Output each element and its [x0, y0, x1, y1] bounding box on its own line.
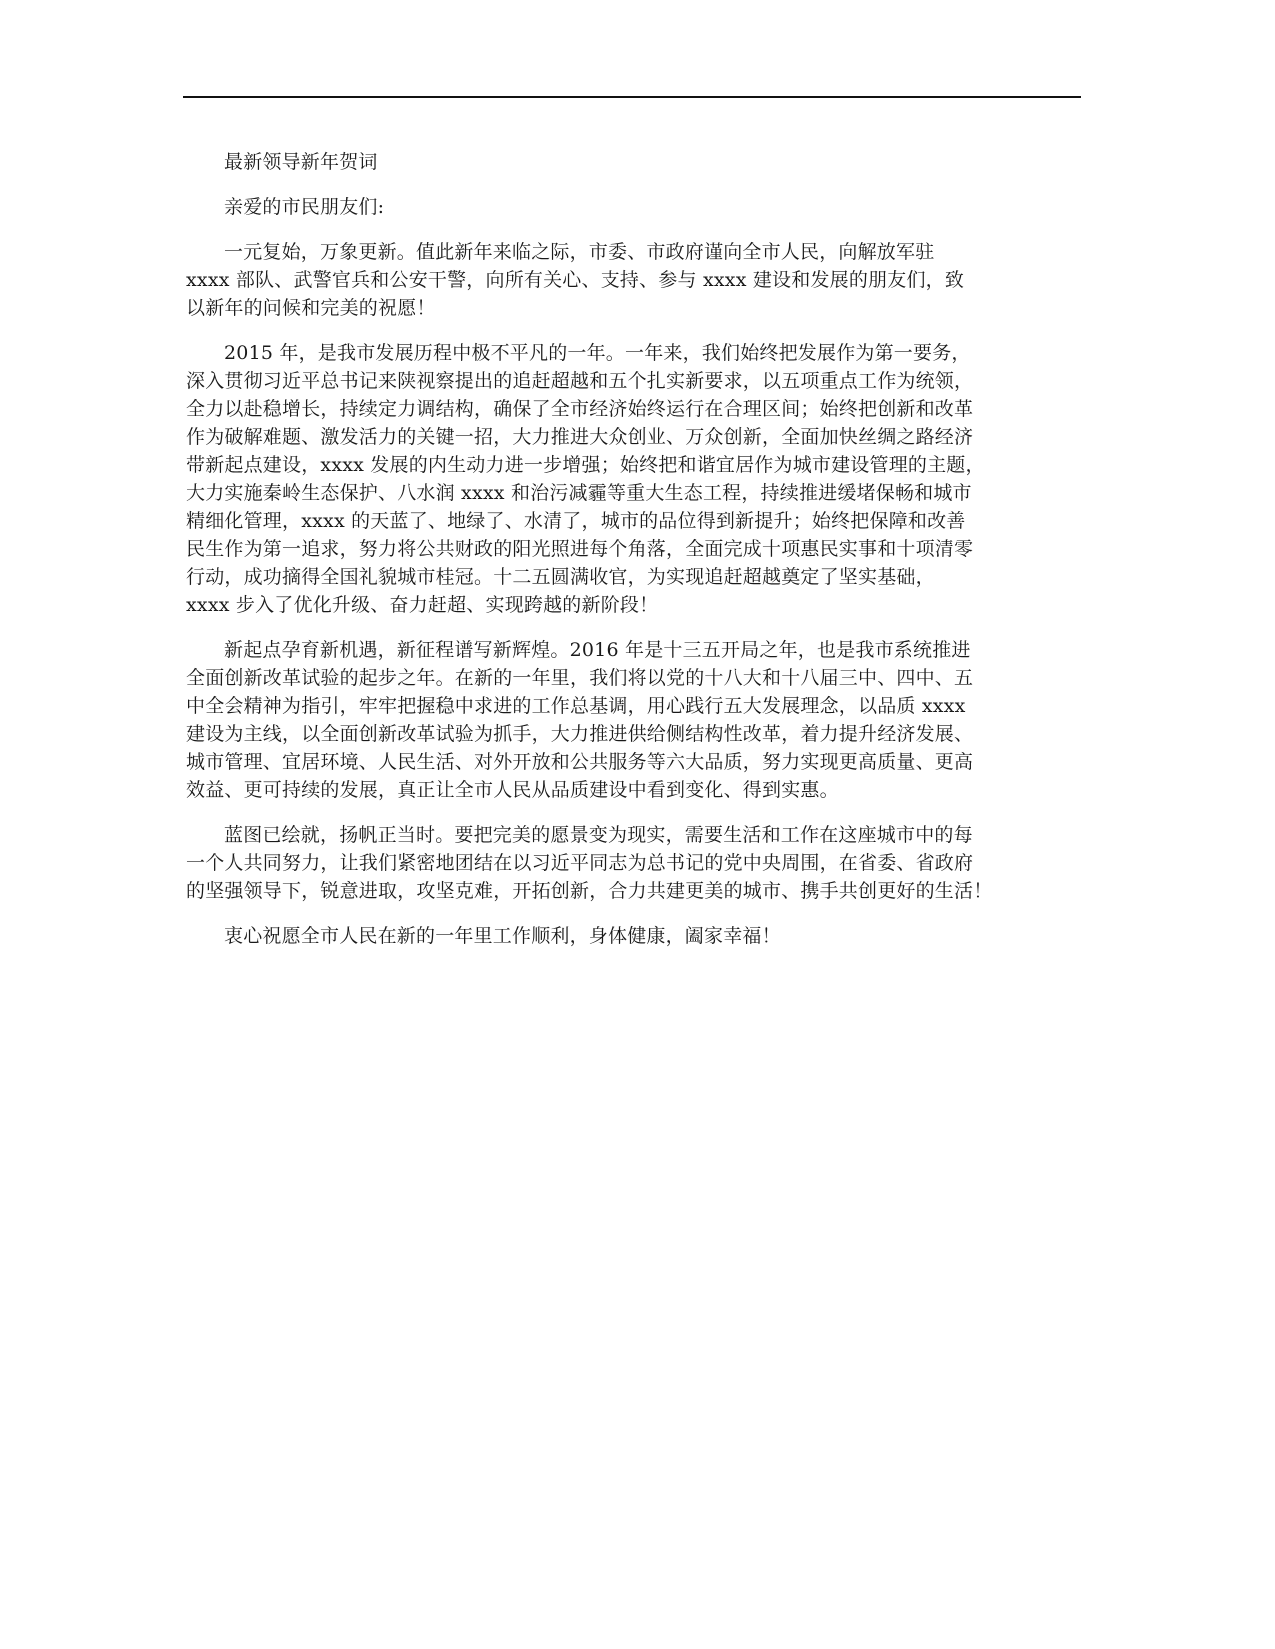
paragraph-line: 作为破解难题、激发活力的关键一招，大力推进大众创业、万众创新，全面加快丝绸之路经济 [186, 426, 974, 448]
paragraph-line: 新起点孕育新机遇，新征程谱写新辉煌。2016 年是十三五开局之年，也是我市系统推进 [224, 639, 971, 661]
paragraph-line: 城市管理、宜居环境、人民生活、对外开放和公共服务等六大品质，努力实现更高质量、更高 [186, 751, 974, 773]
paragraph-line: 大力实施秦岭生态保护、八水润 xxxx 和治污减霾等重大生态工程，持续推进缓堵保畅和城市 [186, 482, 972, 504]
paragraph-line: 衷心祝愿全市人民在新的一年里工作顺利，身体健康，阖家幸福！ [224, 925, 781, 947]
paragraph-line: 全面创新改革试验的起步之年。在新的一年里，我们将以党的十八大和十八届三中、四中、五 [186, 667, 974, 689]
paragraph-line: xxxx 部队、武警官兵和公安干警，向所有关心、支持、参与 xxxx 建设和发展的朋友们，致 [186, 269, 965, 291]
paragraph-4 [186, 821, 1096, 905]
paragraph-line: 深入贯彻习近平总书记来陕视察提出的追赶超越和五个扎实新要求，以五项重点工作为统领， [186, 370, 974, 392]
header-rule [183, 96, 1081, 98]
paragraph-2 [186, 339, 1096, 619]
paragraph-line: 行动，成功摘得全国礼貌城市桂冠。十二五圆满收官，为实现追赶超越奠定了坚实基础， [186, 566, 935, 588]
document-title: 最新领导新年贺词 [224, 151, 378, 173]
paragraph-line: 建设为主线，以全面创新改革试验为抓手，大力推进供给侧结构性改革，着力提升经济发展、 [186, 723, 974, 745]
paragraph-line: 精细化管理，xxxx 的天蓝了、地绿了、水清了，城市的品位得到新提升；始终把保障和改善 [186, 510, 966, 532]
paragraph-line: 蓝图已绘就，扬帆正当时。要把完美的愿景变为现实，需要生活和工作在这座城市中的每 [224, 824, 973, 846]
paragraph-line: 一元复始，万象更新。值此新年来临之际，市委、市政府谨向全市人民，向解放军驻 [224, 241, 935, 263]
document-body [186, 148, 1096, 967]
paragraph-line: 2015 年，是我市发展历程中极不平凡的一年。一年来，我们始终把发展作为第一要务， [224, 342, 971, 364]
paragraph-line: 一个人共同努力，让我们紧密地团结在以习近平同志为总书记的党中央周围，在省委、省政府 [186, 852, 974, 874]
paragraph-line: xxxx 步入了优化升级、奋力赶超、实现跨越的新阶段！ [186, 594, 659, 616]
paragraph-line: 的坚强领导下，锐意进取，攻坚克难，开拓创新，合力共建更美的城市、携手共创更好的生活！ [186, 880, 993, 902]
paragraph-line: 全力以赴稳增长，持续定力调结构，确保了全市经济始终运行在合理区间；始终把创新和改革 [186, 398, 974, 420]
paragraph-1 [186, 238, 1096, 322]
paragraph-line: 民生作为第一追求，努力将公共财政的阳光照进每个角落，全面完成十项惠民实事和十项清零 [186, 538, 974, 560]
paragraph-line: 带新起点建设，xxxx 发展的内生动力进一步增强；始终把和谐宜居作为城市建设管理的主题， [186, 454, 985, 476]
paragraph-line: 中全会精神为指引，牢牢把握稳中求进的工作总基调，用心践行五大发展理念，以品质 xxxx [186, 695, 966, 717]
paragraph-5 [186, 922, 1096, 950]
paragraph-line: 效益、更可持续的发展，真正让全市人民从品质建设中看到变化、得到实惠。 [186, 779, 839, 801]
paragraph-3 [186, 636, 1096, 804]
paragraph-line: 以新年的问候和完美的祝愿！ [186, 297, 436, 319]
salutation: 亲爱的市民朋友们: [224, 196, 385, 218]
